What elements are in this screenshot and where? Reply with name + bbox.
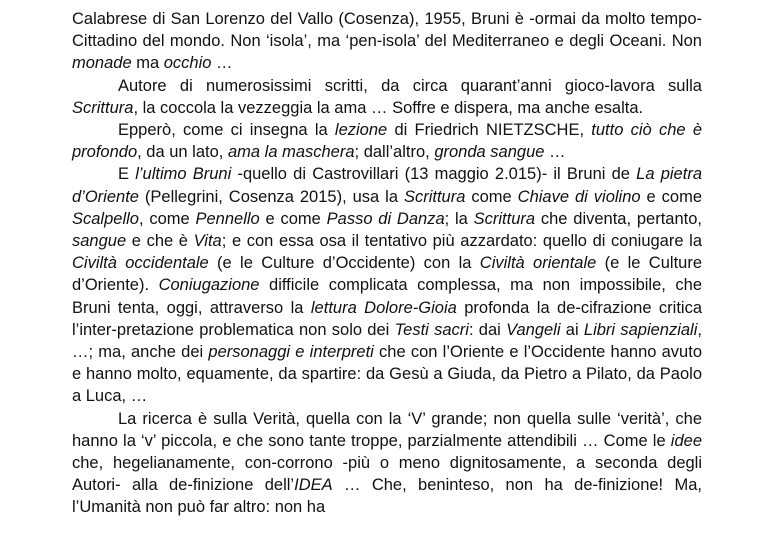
paragraph-4 — [72, 163, 702, 407]
text-run: La ricerca è sulla Verità, quella con la ‘V’ grande; non quella sulle ‘verità’, che hanno la ‘v’ piccola, e che sono tante troppe, parzialmente attendibili … Come le — [72, 409, 702, 450]
text-run: , …; ma, anche dei — [72, 320, 702, 362]
italic-text-run: La pietra d’Oriente — [72, 165, 702, 206]
italic-text-run: monade — [72, 54, 132, 73]
text-run: ; dall’altro, — [354, 143, 435, 162]
italic-text-run: Scrittura — [473, 209, 536, 228]
text-run: … Che, beninteso, non ha de-finizione! Ma, l’Umanità non può far altro: non ha — [72, 476, 702, 517]
italic-text-run: Civiltà orientale — [479, 254, 597, 273]
text-run: (e le Culture d’Oriente). — [72, 254, 702, 295]
text-run: ; e con essa osa il tentativo più azzardato: quello di coniugare la — [221, 232, 702, 251]
italic-text-run: Civiltà occidentale — [72, 254, 209, 273]
italic-text-run: Passo di Danza — [326, 209, 445, 228]
text-run: -quello di Castrovillari (13 maggio 2.015)- il Bruni de — [231, 165, 637, 184]
italic-text-run: lezione — [334, 121, 388, 140]
italic-text-run: Coniugazione — [158, 276, 260, 295]
text-run: (e le Culture d’Occidente) con la — [208, 254, 480, 273]
italic-text-run: Scalpello — [72, 209, 139, 228]
italic-text-run: Vita — [193, 232, 222, 251]
text-run: , da un lato, — [137, 143, 228, 162]
italic-text-run: ama la maschera — [227, 143, 355, 162]
document-body — [72, 8, 702, 519]
text-run: e che è — [126, 232, 194, 251]
paragraph-2 — [72, 75, 702, 119]
italic-text-run: Libri sapienziali — [583, 320, 698, 339]
italic-text-run: occhio — [163, 54, 212, 73]
text-run: , la coccola la vezzeggia la ama … Soffre e dispera, ma anche esalta. — [133, 98, 644, 117]
italic-text-run: tutto ciò che è profondo — [72, 121, 702, 162]
text-run: ai — [560, 320, 584, 339]
text-run: profonda la de-cifrazione critica l’inter-pretazione problematica non solo dei — [72, 298, 703, 339]
text-run: Autore di numerosissimi scritti, da circa quarant’anni gioco-lavora sulla — [118, 76, 702, 95]
text-run: (Pellegrini, Cosenza 2015), usa la — [138, 187, 404, 206]
italic-text-run: IDEA — [294, 476, 333, 495]
italic-text-run: idee — [670, 431, 702, 450]
italic-text-run: Chiave di violino — [517, 187, 641, 206]
italic-text-run: lettura Dolore-Gioia — [310, 298, 457, 317]
text-run: difficile complicata complessa, ma non impossibile, che Bruni tenta, oggi, attraverso la — [72, 276, 702, 317]
text-run: come — [465, 187, 518, 206]
text-run: : dai — [468, 320, 507, 339]
paragraph-1 — [72, 8, 702, 75]
italic-text-run: Scrittura — [72, 98, 134, 117]
text-run: che con l’Oriente e l’Occidente hanno avuto e hanno molto, equamente, da spartire: da Gesù a Giuda, da Pietro a Pilato, da Paolo a Luca, … — [72, 343, 702, 406]
text-run: di Friedrich NIETZSCHE, — [387, 121, 592, 140]
text-run: e come — [640, 187, 702, 206]
text-run: che diventa, pertanto, — [535, 209, 702, 228]
italic-text-run: Pennello — [195, 209, 260, 228]
paragraph-5 — [72, 408, 702, 519]
text-run: … — [211, 54, 233, 73]
text-run: ; la — [444, 209, 474, 228]
italic-text-run: l’ultimo Bruni — [135, 165, 232, 184]
italic-text-run: Testi sacri — [394, 320, 469, 339]
italic-text-run: sangue — [72, 232, 127, 251]
text-run: , come — [138, 209, 196, 228]
text-run: Calabrese di San Lorenzo del Vallo (Cosenza), 1955, Bruni è -ormai da molto tempo- Cittadino del mondo. Non ‘isola’, ma ‘pen-isola’ del Mediterraneo e degli Oceani. Non — [72, 10, 702, 51]
text-run: ma — [131, 54, 164, 73]
text-run: che, hegelianamente, con-corrono -più o meno dignitosamente, a seconda degli Autori- alla de-finizione dell’ — [72, 454, 702, 495]
text-run: … — [544, 143, 566, 162]
text-run: Epperò, come ci insegna la — [118, 121, 335, 140]
italic-text-run: gronda sangue — [434, 143, 545, 162]
text-run: E — [118, 165, 136, 184]
italic-text-run: Vangeli — [506, 320, 561, 339]
text-run: e come — [259, 209, 327, 228]
italic-text-run: personaggi e interpreti — [208, 343, 374, 362]
italic-text-run: Scrittura — [403, 187, 466, 206]
paragraph-3 — [72, 119, 702, 163]
